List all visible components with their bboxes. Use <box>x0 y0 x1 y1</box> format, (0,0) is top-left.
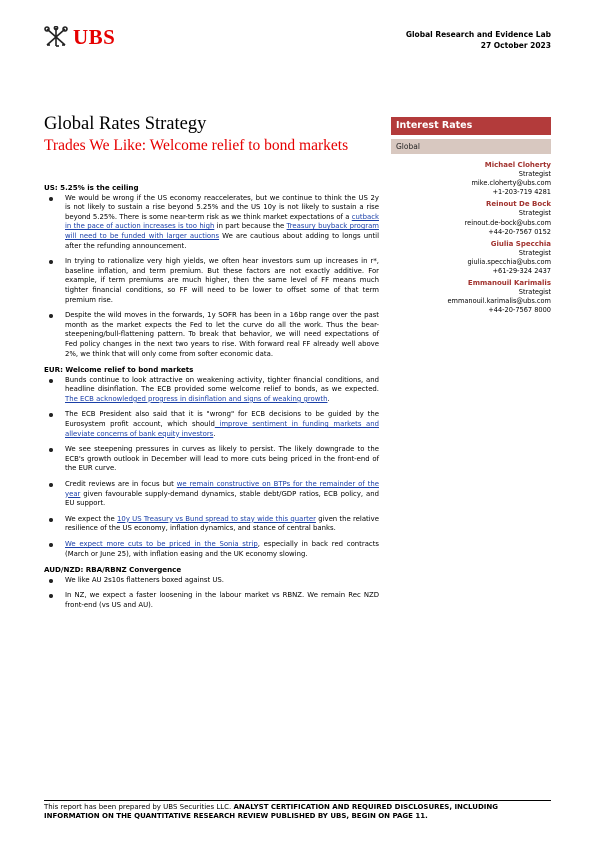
report-title: Global Rates Strategy <box>44 114 207 134</box>
bullet-text: given favourable supply-demand dynamics, stable debt/GDP ratios, ECB policy, and EU support. <box>65 489 379 508</box>
list-item <box>44 515 379 534</box>
list-item: We see steepening pressures in curves as likely to persist. The likely downgrade to the ECB's growth outlook in December will lead to more cuts being priced in the front-end of the EUR curve. <box>44 445 379 474</box>
footer-disclosure-bold: ANALYST CERTIFICATION AND REQUIRED DISCLOSURES, INCLUDING INFORMATION ON THE QUANTITATIVE RESEARCH REVIEW PUBLISHED BY UBS, BEGIN ON PAGE 11. <box>44 803 498 820</box>
author-card <box>391 279 551 315</box>
bullet-text: We expect the <box>65 514 118 523</box>
list-item <box>44 540 379 559</box>
report-date: 27 October 2023 <box>480 40 551 50</box>
author-role: Strategist <box>518 248 551 257</box>
author-card <box>391 200 551 236</box>
author-role: Strategist <box>518 170 551 179</box>
link-treasury-buyback[interactable]: Treasury buyback program will need to be funded with larger auctions <box>65 222 379 240</box>
author-phone: +1-203-719 4281 <box>492 188 551 197</box>
bullet-text: , especially in back red contracts (March or June 25), with inflation easing and the UK economy slowing. <box>65 540 379 558</box>
keys-icon <box>43 26 69 48</box>
bullet-text: Bunds continue to look attractive on weakening activity, tighter financial conditions, and headline disinflation. The ECB provided some welcome relief to bonds, as we expected. <box>65 375 379 394</box>
link-btps[interactable]: we remain constructive on BTPs for the remainder of the year <box>65 480 379 498</box>
author-name: Giulia Specchia <box>490 239 551 248</box>
author-card <box>391 240 551 276</box>
aud-bullet-list <box>44 576 379 611</box>
bullet-text: We are cautious about adding to longs until after the refunding announcement. <box>65 231 379 250</box>
author-list <box>391 161 551 319</box>
list-item: Despite the wild moves in the forwards, 1y SOFR has been in a 16bp range over the past month as the market expects the Fed to let the curve do all the work. Thus the bear-steepening/bull-flattening pattern. To break that behavior, we will need expectations of Fed policy changes in the next two years to rise. With forward real FF already well above 2%, we think that will only come from softer economic data. <box>44 311 379 359</box>
us-bullet-list <box>44 194 379 360</box>
sidebar-region: Global <box>391 139 551 154</box>
author-role: Strategist <box>518 288 551 297</box>
list-item: We like AU 2s10s flatteners boxed against US. <box>44 576 379 586</box>
sidebar-category: Interest Rates <box>391 117 551 135</box>
author-email[interactable]: mike.cloherty@ubs.com <box>471 179 551 188</box>
list-item <box>44 194 379 252</box>
list-item: In trying to rationalize very high yields, we often hear investors sum up increases in r*, baseline inflation, and term premium. But these factors are not exactly additive. For example, if term premiums are much higher, then the same level of FF means much tighter financial conditions, so FF will need to be lower to offset some of that term premium rise. <box>44 257 379 305</box>
lab-name: Global Research and Evidence Lab <box>405 30 551 39</box>
bullet-text: . <box>213 429 216 438</box>
section-heading-aud: AUD/NZD: RBA/RBNZ Convergence <box>44 565 182 575</box>
list-item <box>44 410 379 439</box>
bullet-text: . <box>327 394 330 403</box>
link-ecb-disinflation[interactable]: The ECB acknowledged progress in disinflation and signs of weaking growth <box>65 394 328 403</box>
link-funding-markets[interactable]: improve sentiment in funding markets and alleviate concerns of bank equity investors <box>65 420 380 438</box>
bullet-text: in part because the <box>214 222 287 231</box>
eur-bullet-list <box>44 376 379 560</box>
logo-text: UBS <box>73 24 116 49</box>
author-phone: +44-20-7567 0152 <box>488 227 551 236</box>
author-email[interactable]: giulia.specchia@ubs.com <box>467 257 551 266</box>
author-card <box>391 161 551 197</box>
ubs-logo <box>43 25 127 49</box>
report-subtitle: Trades We Like: Welcome relief to bond markets <box>44 137 349 154</box>
footer-text: This report has been prepared by UBS Securities LLC. <box>44 803 234 811</box>
bullet-text: The ECB President also said that it is "wrong" for ECB decisions to be guided by the Eurosystem profit account, which should <box>65 410 379 429</box>
disclosure-footer <box>44 800 551 821</box>
list-item <box>44 376 379 405</box>
bullet-text: given the relative resilience of the US economy, inflation dynamics, and stance of central banks. <box>65 514 379 533</box>
author-phone: +61-29-324 2437 <box>492 267 551 276</box>
link-ust-bund-spread[interactable]: 10y US Treasury vs Bund spread to stay wide this quarter <box>117 514 316 523</box>
list-item <box>44 480 379 509</box>
main-content <box>44 183 379 617</box>
author-name: Reinout De Bock <box>485 200 551 209</box>
bullet-text: We would be wrong if the US economy reaccelerates, but we continue to think the US 2y is not likely to sustain a rise beyond 5.25% and the US 10y is not likely to sustain a rise beyond 5.25%. There is some near-term risk as we think market expectations of a <box>65 193 379 221</box>
link-sonia-strip[interactable]: We expect more cuts to be priced in the Sonia strip <box>65 540 258 548</box>
author-role: Strategist <box>518 209 551 218</box>
author-name: Emmanouil Karimalis <box>467 279 551 288</box>
author-phone: +44-20-7567 8000 <box>488 306 551 315</box>
author-email[interactable]: emmanouil.karimalis@ubs.com <box>447 297 551 306</box>
list-item: In NZ, we expect a faster loosening in the labour market vs RBNZ. We remain Rec NZD front-end (vs US and AU). <box>44 591 379 610</box>
link-auction-cutback[interactable]: cutback in the pace of auction increases is too high <box>65 212 379 231</box>
author-email[interactable]: reinout.de-bock@ubs.com <box>464 218 551 227</box>
author-name: Michael Cloherty <box>484 161 551 169</box>
section-heading-eur: EUR: Welcome relief to bond markets <box>44 365 194 375</box>
section-heading-us: US: 5.25% is the ceiling <box>44 183 139 192</box>
header-info <box>406 30 551 51</box>
bullet-text: Credit reviews are in focus but <box>65 480 177 489</box>
